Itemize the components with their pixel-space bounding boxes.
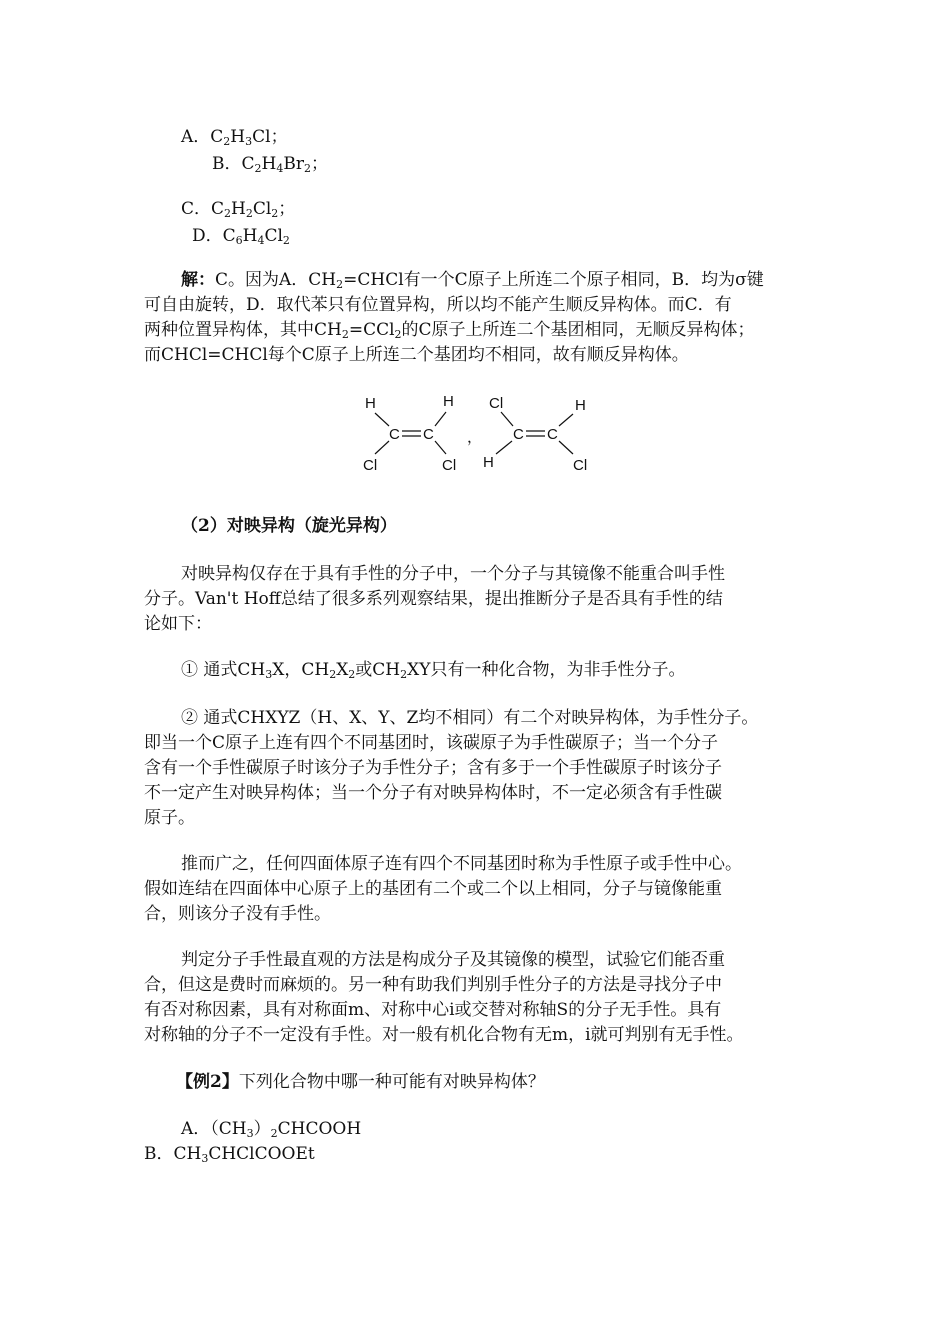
q2-option-a: A．$(CH_3)_2CHCOOH$: [181, 1119, 362, 1140]
option-c: C．$C_2H_2Cl_2$；: [181, 199, 296, 220]
rule-2-line: 含有一个手性碳原子时该分子为手性分子；含有多于一个手性碳原子时该分子: [144, 758, 722, 778]
rule-2-line: 不一定产生对映异构体；当一个分子有对映异构体时，不一定必须含有手性碳: [144, 783, 722, 803]
bond-line: [559, 414, 573, 426]
atom-label: H: [483, 454, 494, 471]
atom-label: C: [389, 426, 400, 443]
atom-label: C: [547, 426, 558, 443]
example-2: 【例2】下列化合物中哪一种可能有对映异构体？: [176, 1072, 545, 1092]
solution-line-4: 而CHCl=CHCl每个C原子上所连二个基团均不相同，故有顺反异构体。: [144, 345, 689, 365]
cis-structure: [363, 393, 456, 474]
bond-line: [496, 441, 512, 454]
paragraph-line: 合，则该分子没有手性。: [144, 904, 331, 924]
option-a: A．$C_2H_3Cl$；: [181, 127, 288, 148]
solution-line-3: 两种位置异构体，其中$CH_2=CCl_2$的C原子上所连二个基团相同，无顺反异构体；: [144, 320, 755, 341]
paragraph-line: 假如连结在四面体中心原子上的基团有二个或二个以上相同，分子与镜像能重: [144, 879, 722, 899]
bond-line: [375, 413, 389, 426]
atom-label: C: [513, 426, 524, 443]
bond-line: [435, 412, 446, 426]
paragraph-line: 对称轴的分子不一定没有手性。对一般有机化合物有无m，i就可判别有无手性。: [144, 1025, 744, 1045]
bond-line: [375, 441, 389, 454]
paragraph-line: 对映异构仅存在于具有手性的分子中，一个分子与其镜像不能重合叫手性: [181, 564, 725, 584]
atom-label: H: [365, 395, 376, 412]
bond-line: [559, 441, 573, 454]
paragraph-line: 有否对称因素，具有对称面m、对称中心i或交替对称轴S的分子无手性。具有: [144, 1000, 722, 1020]
trans-structure: [483, 395, 587, 474]
rule-2-line: 原子。: [144, 808, 195, 828]
structure-separator: ，: [467, 429, 483, 446]
section-heading: （2）对映异构（旋光异构）: [181, 516, 397, 536]
paragraph-line: 分子。Van't Hoff总结了很多系列观察结果，提出推断分子是否具有手性的结: [144, 589, 723, 609]
option-d: D．$C_6H_4Cl_2$: [192, 226, 290, 247]
solution-line-1: 解：C。因为A．$CH_2=CHCl$有一个C原子上所连二个原子相同，B．均为σ键: [181, 270, 764, 291]
atom-label: C: [423, 426, 434, 443]
solution-line-2: 可自由旋转，D．取代苯只有位置异构，所以均不能产生顺反异构体。而C．有: [144, 295, 732, 315]
rule-2-line: 即当一个C原子上连有四个不同基团时，该碳原子为手性碳原子；当一个分子: [144, 733, 719, 753]
paragraph-line: 合，但这是费时而麻烦的。另一种有助我们判别手性分子的方法是寻找分子中: [144, 975, 722, 995]
atom-label: H: [443, 393, 454, 410]
atom-label: Cl: [363, 457, 378, 474]
q2-option-b: B．$CH_3CHClCOOEt$: [144, 1144, 315, 1165]
atom-label: Cl: [573, 457, 588, 474]
bond-line: [435, 441, 446, 454]
paragraph-line: 论如下：: [144, 614, 212, 634]
rule-2-line: ② 通式CHXYZ（H、X、Y、Z均不相同）有二个对映异构体，为手性分子。: [181, 708, 759, 728]
atom-label: Cl: [489, 395, 504, 412]
rule-1: ① 通式$CH_3X$，$CH_2X_2$或$CH_2XY$只有一种化合物，为非手性分子。: [181, 660, 686, 681]
bond-line: [501, 412, 513, 426]
paragraph-line: 推而广之，任何四面体原子连有四个不同基团时称为手性原子或手性中心。: [181, 854, 742, 874]
atom-label: Cl: [442, 457, 457, 474]
structural-formulas: [355, 388, 605, 480]
paragraph-line: 判定分子手性最直观的方法是构成分子及其镜像的模型，试验它们能否重: [181, 950, 725, 970]
option-b: B．$C_2H_4Br_2$；: [212, 154, 328, 175]
atom-label: H: [575, 397, 586, 414]
